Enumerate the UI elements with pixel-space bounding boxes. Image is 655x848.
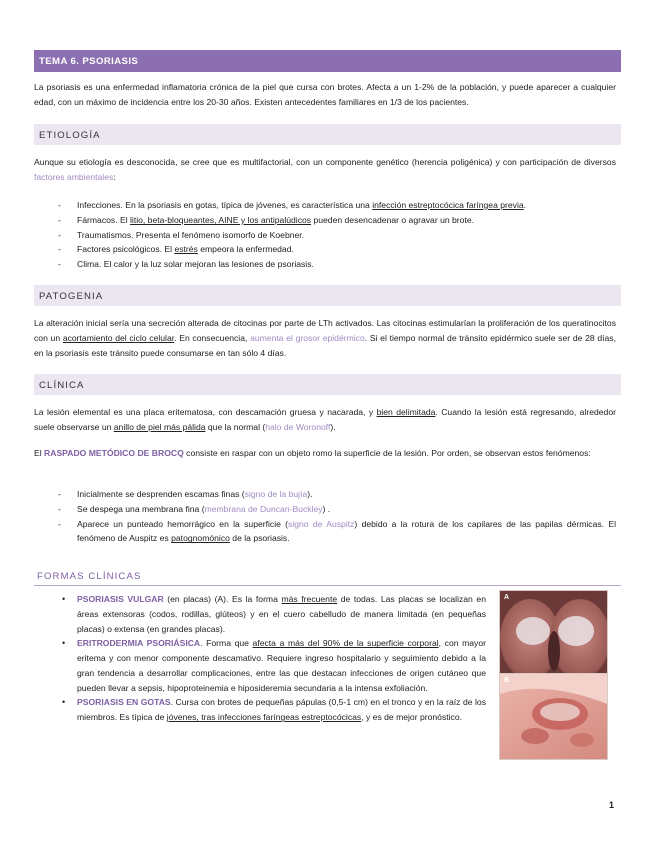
photo-psoriasis-gotas	[499, 673, 608, 760]
list-item: - Clima. El calor y la luz solar mejoran las lesiones de psoriasis.	[34, 257, 616, 272]
patogenia-paragraph: La alteración inicial sería una secreción alterada de citocinas por parte de LTh activados. Las citocinas estimularían la proliferación de los queratinocitos con un acortamiento del ciclo celular. En consecuencia, aumenta el grosor epidérmico. Si el tiempo normal de tránsito epidérmico suele ser de 28 días, en la psoriasis este tránsito puede consumarse en tan sólo 4 días.	[34, 318, 616, 358]
section-patogenia-heading: PATOGENIA	[34, 285, 621, 306]
intro-paragraph: La psoriasis es una enfermedad inflamatoria crónica de la piel que cursa con brotes. Afecta a un 1-2% de la población, y puede aparecer a cualquier edad, con un máximo de incidencia entre los 20-30 años. Existen antecedentes familiares en 1/3 de los pacientes.	[34, 82, 616, 107]
list-item: - Aparece un punteado hemorrágico en la superficie (signo de Auspitz) debido a la rotura de los capilares de las papilas dérmicas. El fenómeno de Auspitz es patognomónico de la psoriasis.	[34, 517, 616, 547]
photo-a-label: A	[504, 594, 510, 601]
list-item: - Factores psicológicos. El estrés empeora la enfermedad.	[34, 242, 616, 257]
list-item: - Infecciones. En la psoriasis en gotas, típica de jóvenes, es característica una infección estreptocócica faríngea previa.	[34, 198, 616, 213]
section-formas-heading: FORMAS CLÍNICAS	[34, 566, 621, 586]
page-number: 1	[609, 800, 615, 810]
list-item: - Fármacos. El litio, beta-bloqueantes, AINE y los antipalúdicos pueden desencadenar o agravar un brote.	[34, 213, 616, 228]
raspado-brocq-term: RASPADO METÓDICO DE BROCQ	[44, 448, 184, 458]
brocq-phenomena-list	[34, 487, 616, 546]
title-bar: TEMA 6. PSORIASIS	[34, 50, 621, 72]
list-item: - Traumatismos. Presenta el fenómeno isomorfo de Koebner.	[34, 228, 616, 243]
list-item: • PSORIASIS VULGAR (en placas) (A). Es la forma más frecuente de todas. Las placas se localizan en áreas extensoras (codos, rodillas, glúteos) y en el cuero cabelludo de manera limitada (en pequeñas placas) o extensa (en grandes placas).	[34, 592, 486, 636]
list-item: - Se despega una membrana fina (membrana de Duncan-Buckley) .	[34, 502, 616, 517]
section-etiologia-heading: ETIOLOGÍA	[34, 124, 621, 145]
list-item: - Inicialmente se desprenden escamas finas (signo de la bujía).	[34, 487, 616, 502]
etiologia-paragraph: Aunque su etiología es desconocida, se cree que es multifactorial, con un componente genético (herencia poligénica) y con participación de diversos factores ambientales:	[34, 157, 616, 182]
clinica-paragraph-1: La lesión elemental es una placa eritematosa, con descamación gruesa y nacarada, y bien delimitada. Cuando la lesión está regresando, alrededor suele observarse un anillo de piel más pálida que la normal (halo de Woronoff).	[34, 407, 616, 432]
section-clinica-heading: CLÍNICA	[34, 374, 621, 395]
formas-list	[34, 592, 486, 725]
clinica-paragraph-2: El RASPADO METÓDICO DE BROCQ consiste en raspar con un objeto romo la superficie de la lesión. Por orden, se observan estos fenómenos:	[34, 448, 591, 458]
factores-ambientales-highlight: factores ambientales	[34, 171, 114, 182]
etiologia-list	[34, 198, 616, 272]
photo-a-illustration	[500, 591, 607, 673]
photo-psoriasis-vulgar	[499, 590, 608, 674]
list-item: • PSORIASIS EN GOTAS. Cursa con brotes de pequeñas pápulas (0,5-1 cm) en el tronco y en la raíz de los miembros. Es típica de jóvenes, tras infecciones faríngeas estreptocócicas, y es de mejor pronóstico.	[34, 695, 486, 725]
photo-b-illustration	[500, 674, 607, 759]
photo-b-label: B	[504, 677, 510, 684]
list-item: • ERITRODERMIA PSORIÁSICA. Forma que afecta a más del 90% de la superficie corporal, con mayor eritema y con menor componente descamativo. Requiere ingreso hospitalario y seguimiento debido a la gran tendencia a desarrollar complicaciones, entre las que destacan infecciones de origen cutáneo que pueden llevar a sepsis, hipoproteinemia e hiposideremia secundaria a la intensa exfoliación.	[34, 636, 486, 695]
